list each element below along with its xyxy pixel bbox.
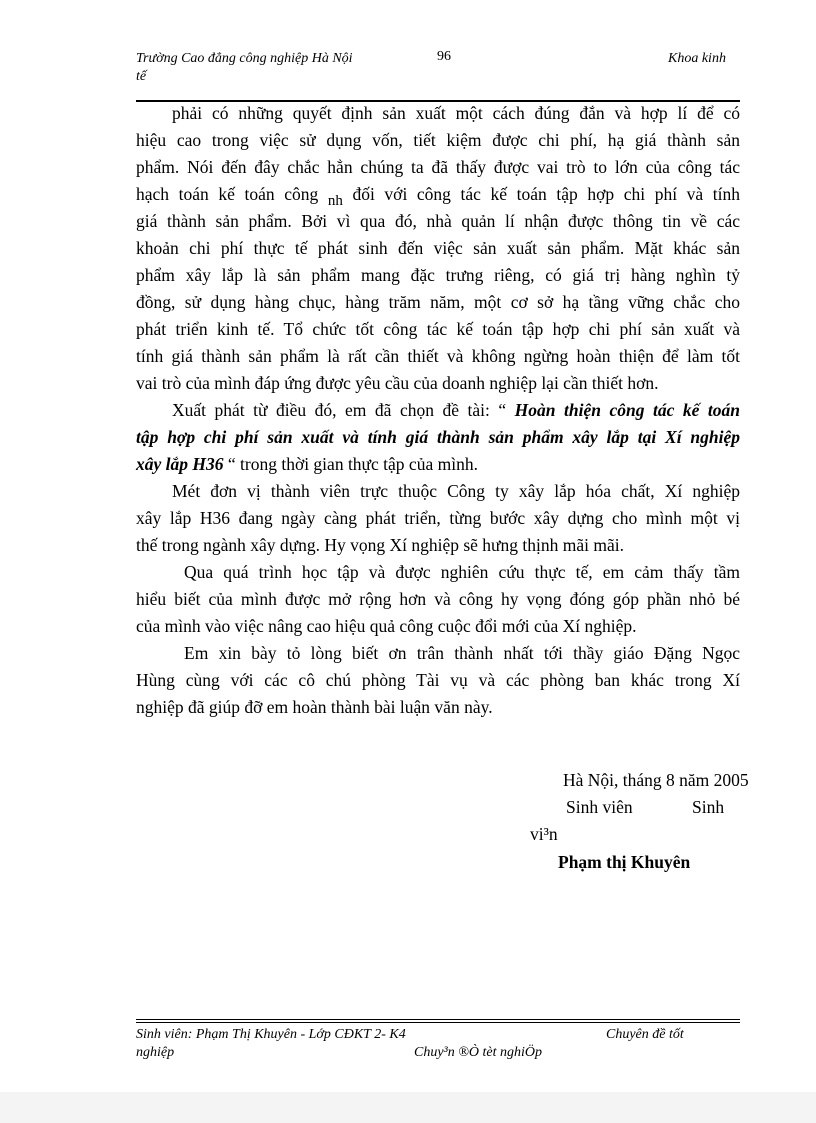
text-line: Xuất phát từ điều đó, em đã chọn đề tài: “ Hoàn thiện công tác kế toán [172, 400, 740, 420]
text-line: thế trong ngành xây dựng. Hy vọng Xí nghiệp sẽ hưng thịnh mãi mãi. [136, 535, 625, 555]
signature-name: Phạm thị Khuyên [558, 852, 691, 872]
footer-rule [136, 1022, 740, 1023]
footer-garbled-text: Chuy³n ®Ò tèt nghiÖp [414, 1045, 542, 1060]
text-line: Qua quá trình học tập và được nghiên cứu thực tế, em cảm thấy tầm [184, 562, 740, 582]
text-line: khoản chi phí thực tế phát sinh đến việc sản xuất sản phẩm. Mặt khác sản [136, 238, 740, 258]
text-line: Em xin bày tỏ lòng biết ơn trân thành nhất tới thầy giáo Đặng Ngọc [184, 643, 740, 663]
text-line: phẩm. Nói đến đây chắc hẳn chúng ta đã thấy được vai trò to lớn của công tác [136, 157, 740, 177]
footer-rule [136, 1019, 740, 1020]
signature-date: Hà Nội, tháng 8 năm 2005 [563, 770, 749, 790]
text-line: của mình vào việc nâng cao hiệu quả công cuộc đổi mới của Xí nghiệp. [136, 616, 637, 636]
text-line: vai trò của mình đáp ứng được yêu cầu của doanh nghiệp lại cần thiết hơn. [136, 373, 659, 393]
text-line: phải có những quyết định sản xuất một cách đúng đắn và hợp lí để có [172, 103, 740, 123]
school-name: Trường Cao đẳng công nghiệp Hà Nội tế [136, 51, 353, 84]
page-bottom-strip [0, 1092, 816, 1123]
signature-role: Sinh [692, 797, 725, 817]
signature-role: vi³n [530, 824, 558, 844]
subscript-fragment: nh [327, 193, 343, 209]
footer-topic: Chuyên đề tốt [606, 1027, 684, 1042]
text-line: tính giá thành sản phẩm là rất cần thiết và không ngừng hoàn thiện để làm tốt [136, 346, 740, 366]
signature-role: Sinh viên [566, 797, 633, 817]
department-name: Khoa kinh [668, 51, 726, 66]
text-line: xây lắp H36 đang ngày càng phát triển, từng bước xây dựng cho mình một vị [136, 508, 740, 528]
text-line: xây lắp H36 “ trong thời gian thực tập của mình. [136, 454, 478, 474]
text-line: Mét đơn vị thành viên trực thuộc Công ty xây lắp hóa chất, Xí nghiệp [172, 481, 740, 501]
text-line: Hùng cùng với các cô chú phòng Tài vụ và các phòng ban khác trong Xí [136, 670, 740, 690]
text-line: nghiệp đã giúp đỡ em hoàn thành bài luận văn này. [136, 697, 493, 717]
text-line: giá thành sản phẩm. Bởi vì qua đó, nhà quản lí nhận được thông tin về các [136, 211, 740, 231]
text-line: đồng, sử dụng hàng chục, hàng trăm năm, một cơ sở hạ tầng vững chắc cho [136, 292, 740, 312]
text-line: phẩm xây lắp là sản phẩm mang đặc trưng riêng, có giá trị hàng nghìn tỷ [136, 265, 740, 285]
text-line: phát triển kinh tế. Tổ chức tốt công tác kế toán tập hợp chi phí sản xuất và [136, 319, 740, 339]
thesis-title-line: tập hợp chi phí sản xuất và tính giá thành sản phẩm xây lắp tại Xí nghiệp [136, 427, 740, 447]
footer-student: Sinh viên: Phạm Thị Khuyên - Lớp CĐKT 2- K4 [136, 1027, 406, 1042]
text-line: hiệu cao trong việc sử dụng vốn, tiết kiệm được chi phí, hạ giá thành sản [136, 130, 740, 150]
text-line: hiểu biết của mình được mở rộng hơn và công hy vọng đóng góp phần nhỏ bé [136, 589, 740, 609]
page-number: 96 [437, 49, 451, 64]
thesis-title: Hoàn thiện công tác kế toán [514, 400, 740, 420]
footer-topic-cont: nghiệp [136, 1045, 175, 1060]
text-line: hạch toán kế toán công nh đối với công tác kế toán tập hợp chi phí và tính [136, 184, 741, 209]
